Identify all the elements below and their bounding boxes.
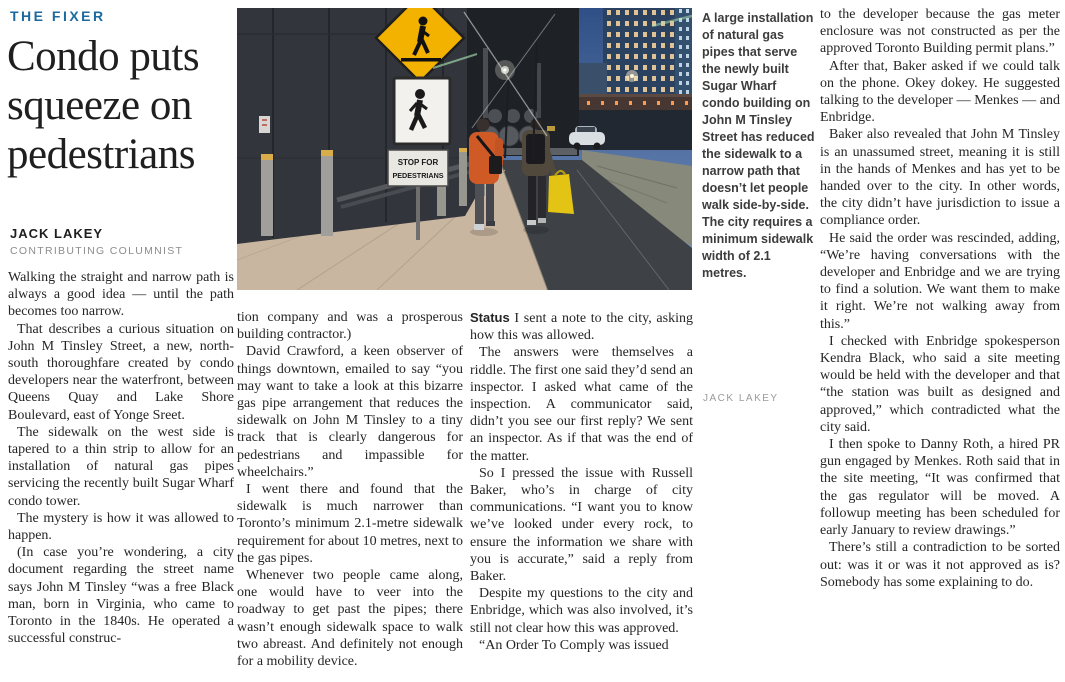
stop-for-pedestrians-sign <box>388 150 448 186</box>
paragraph: After that, Baker asked if we could talk on the phone. Okey dokey. He suggested talking to the developer — Menkes — and Enbridge. <box>820 58 1060 126</box>
paragraph: The sidewalk on the west side is tapered to a thin strip to allow for an installation of natural gas pipes servicing the recently built Sugar Wharf condo tower. <box>8 424 234 509</box>
paragraph: to the developer because the gas meter enclosure was not constructed as per the approved Toronto Building permit plans.” <box>820 7 1060 57</box>
status-text: I sent a note to the city, asking how this was allowed. <box>470 311 693 344</box>
article-column-2 <box>237 309 463 670</box>
photo-caption: A large installation of natural gas pipes that serve the newly built Sugar Wharf condo building on John M Tinsley Street has reduced the sidewalk to a narrow path that doesn’t let people walk side-by-side. The city requires a minimum sidewalk width of 2.1 metres. <box>702 11 815 280</box>
headline-line: Condo puts <box>7 33 200 80</box>
backpack <box>526 134 545 164</box>
paragraph: I went there and found that the sidewalk is much narrower than Toronto’s minimum 2.1-metre sidewalk requirement for about 10 metres, next to the gas pipes. <box>237 482 463 566</box>
paragraph: That describes a curious situation on John M Tinsley Street, a new, north-south thoroughfare created by condo developers near the waterfront, between Queens Quay and Lake Shore Boulevard, east of Yonge Sreet. <box>8 321 234 423</box>
paragraph: He said the order was rescinded, adding, “We’re having conversations with the developer and Enbridge and we are trying to find a solution. We want them to make it right. We’re not walking away from this.” <box>820 230 1060 332</box>
article-column-1 <box>8 269 234 647</box>
stop-sign-text: STOP FOR <box>397 158 439 167</box>
paragraph: The mystery is how it was allowed to happen. <box>8 510 234 544</box>
status-label: Status <box>470 310 510 325</box>
section-kicker: THE FIXER <box>10 8 106 24</box>
headline <box>7 32 239 179</box>
byline-role: CONTRIBUTING COLUMNIST <box>10 245 184 257</box>
article-column-4 <box>820 6 1060 591</box>
paragraph: Whenever two people came along, one would have to veer into the roadway to get past the pipes; there wasn’t enough sidewalk space to walk two abreast. And definitely not enough for a mobility device. <box>237 568 463 670</box>
paragraph: Baker also revealed that John M Tinsley is an unassumed street, meaning it is still in the hands of Menkes and has yet to be handed over to the city. In other words, the city didn’t have jurisdiction to issue a compliance order. <box>820 127 1060 229</box>
stop-sign-text: PEDESTRIANS <box>392 171 444 180</box>
paragraph: (In case you’re wondering, a city document regarding the street name says John M Tinsley “was a free Black man, born in Virginia, who came to Toronto in the 1840s. He operated a successful construc- <box>8 545 234 647</box>
photo-credit: JACK LAKEY <box>703 393 779 404</box>
paragraph: David Crawford, a keen observer of things downtown, emailed to say “you may want to take a look at this bizarre gas pipe arrangement that reduces the sidewalk on John M Tinsley to a tiny track that is clearly dangerous for pedestrians and impassible for wheelchairs.” <box>237 344 463 480</box>
paragraph: I checked with Enbridge spokesperson Kendra Black, who said a site meeting would be held with the developer and that “the station was built as designed and approved,” which contradicted what the city said. <box>820 333 1060 435</box>
status-paragraph <box>470 309 693 344</box>
headline-line: pedestrians <box>7 131 195 178</box>
paragraph: I then spoke to Danny Roth, a hired PR gun engaged by Menkes. Roth said that in the site meeting, “It was confirmed that the gas regulator will be moved. A followup meeting has been scheduled for early January to review drawings.” <box>820 437 1060 539</box>
paragraph: “An Order To Comply was issued <box>479 637 669 653</box>
paragraph: Walking the straight and narrow path is always a good idea — until the path becomes too narrow. <box>8 270 234 320</box>
paragraph: There’s still a contradiction to be sorted out: was it or was it not approved as is? Somebody has some explaining to do. <box>820 540 1060 590</box>
paragraph: tion company and was a prosperous building contractor.) <box>237 310 463 343</box>
pedestrian-square-sign <box>394 78 450 144</box>
shoulder-bag <box>489 156 502 174</box>
street-scene-illustration <box>237 8 692 290</box>
headline-line: squeeze on <box>7 82 192 129</box>
paragraph: So I pressed the issue with Russell Baker, who’s in charge of city communications. “I want you to know we’ve looked under every rock, to ensure the information we share with you is accurate,” said a reply from Baker. <box>470 465 693 585</box>
article-photo <box>237 8 692 290</box>
byline-name: JACK LAKEY <box>10 226 104 241</box>
paragraph: The answers were themselves a riddle. The first one said they’d send an inspector. I asked what came of the inspection. A communicator said, didn’t you see our first reply? We sent an inspector. As if that was the end of the matter. <box>470 345 693 464</box>
article-column-3 <box>470 309 693 654</box>
paragraph: Despite my questions to the city and Enbridge, which was also involved, it’s still not clear how this was approved. <box>470 586 693 636</box>
